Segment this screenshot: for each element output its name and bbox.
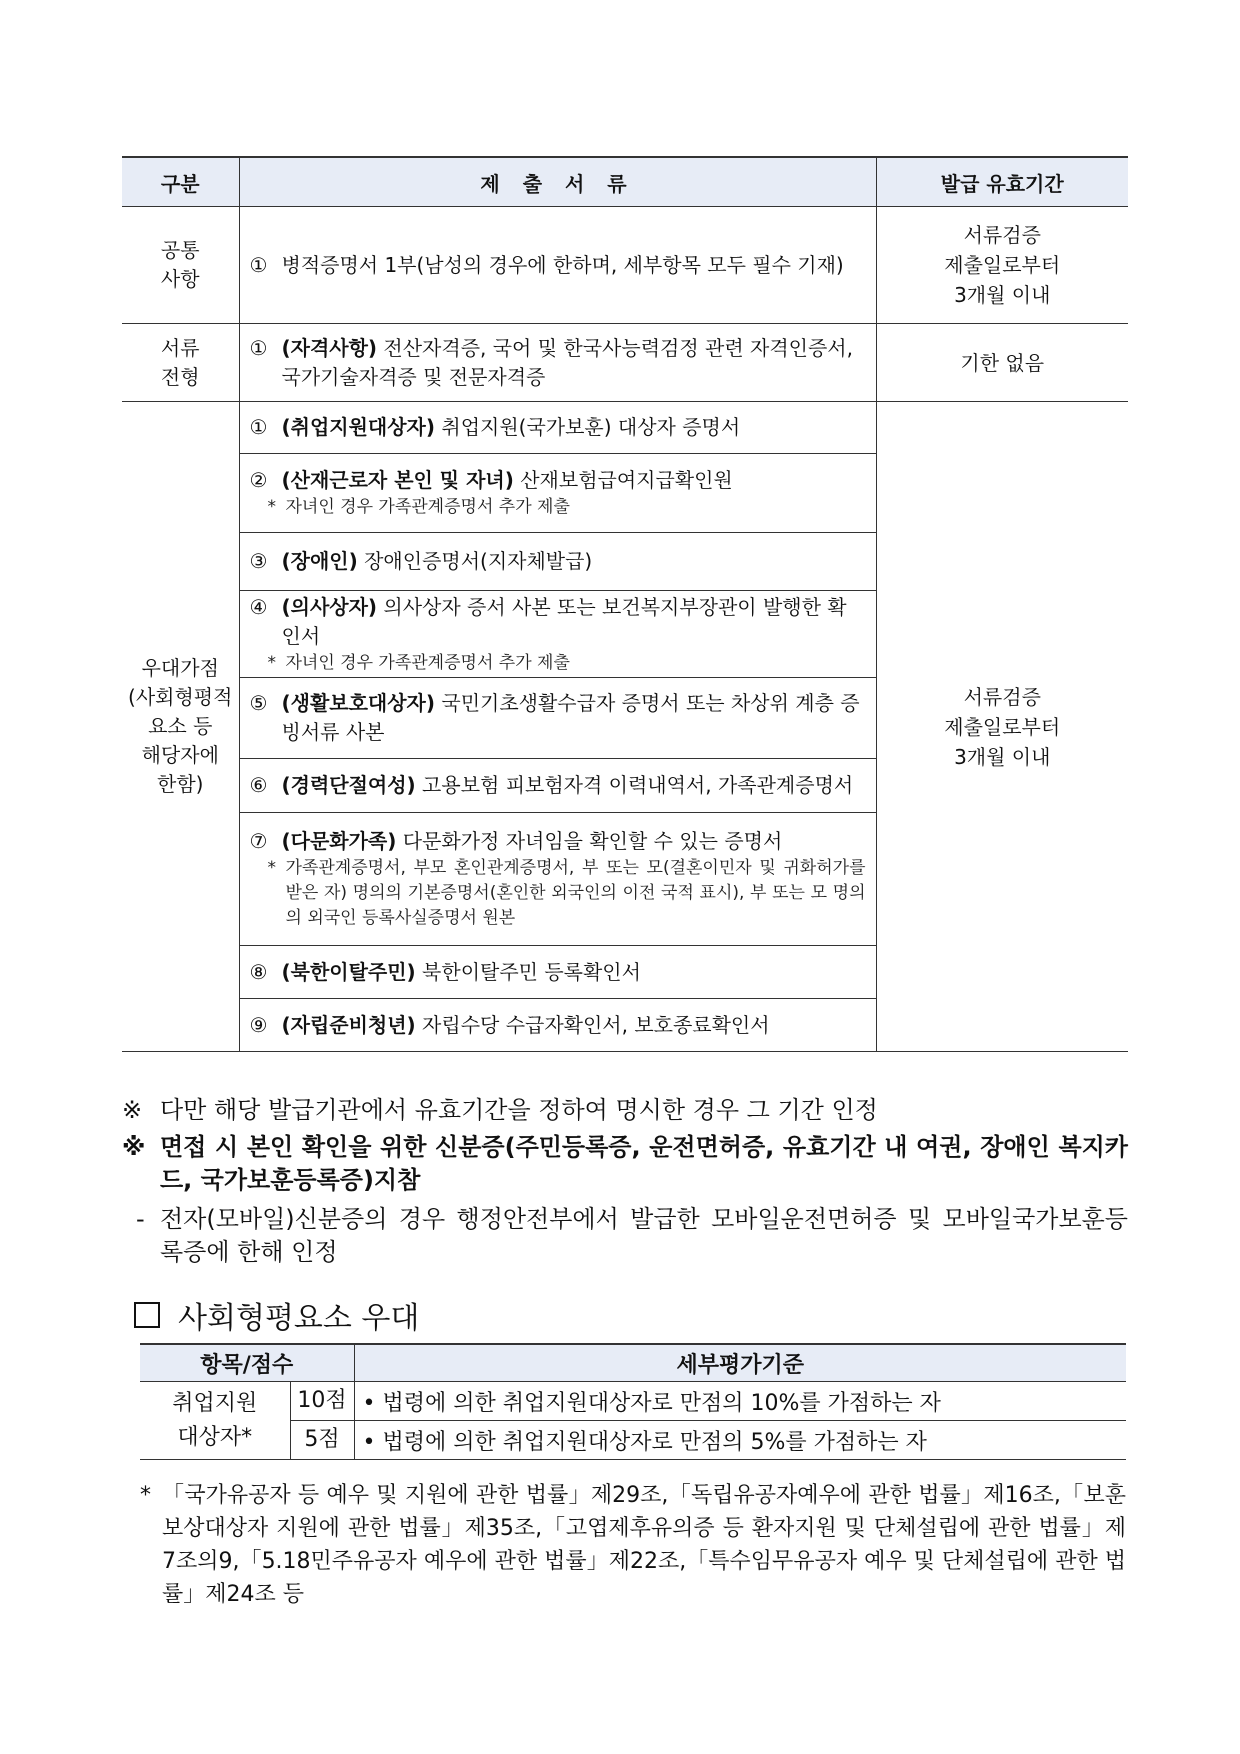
validity-screening (876, 324, 1128, 402)
square-bullet-icon (134, 1302, 160, 1328)
validity-screening-label: 기한 없음 (960, 350, 1045, 375)
category-common (122, 207, 239, 324)
reference-mark: ※ (122, 1133, 146, 1161)
item-bold-label: (산재근로자 본인 및 자녀) (281, 468, 514, 492)
note-mobile-id (122, 1203, 1128, 1269)
bonus-item-label: 취업지원 대상자* (172, 1390, 258, 1450)
bonus-score: 5점 (290, 1421, 354, 1460)
header-validity: 발급 유효기간 (876, 157, 1128, 207)
item-bold-label: (경력단절여성) (281, 773, 416, 797)
row-screening (122, 324, 1128, 402)
item-bold-label: (장애인) (281, 549, 358, 573)
header-category: 구분 (122, 157, 239, 207)
item-number: ⑥ (249, 773, 268, 797)
note-id-card (122, 1131, 1128, 1197)
item-number: ⑤ (249, 691, 268, 715)
documents-header-row (122, 157, 1128, 207)
item-text: 산재보험급여지급확인원 (513, 468, 733, 492)
doc-pref-1 (239, 402, 876, 454)
item-text: 자립수당 수급자확인서, 보호종료확인서 (415, 1012, 770, 1037)
bonus-criteria: • 법령에 의한 취업지원대상자로 만점의 5%를 가점하는 자 (354, 1421, 1126, 1460)
validity-common (876, 207, 1128, 324)
reference-mark: ※ (122, 1096, 143, 1124)
item-bold-label: (다문화가족) (281, 829, 397, 853)
category-screening (122, 324, 239, 402)
footnote-text: 「국가유공자 등 예우 및 지원에 관한 법률」제29조,「독립유공자예우에 관한 법률」제16조,「보훈보상대상자 지원에 관한 법률」제35조,「고엽제후유의증 등 환자지원 및 단체설립에 관한 법률」제7조의9,「5.18민주유공자 예우에 관한 법률」제22조,「특수임무유공자 예우 및 단체설립에 관한 법률」제24조 등 (162, 1483, 1126, 1607)
item-text: 병적증명서 1부(남성의 경우에 한하며, 세부항목 모두 필수 기재) (281, 252, 844, 277)
header-criteria: 세부평가기준 (354, 1344, 1126, 1382)
section-title: 사회형평요소 우대 (178, 1301, 420, 1336)
note-text: 면접 시 본인 확인을 위한 신분증(주민등록증, 운전면허증, 유효기간 내 여권, 장애인 복지카드, 국가보훈등록증)지참 (160, 1133, 1128, 1194)
item-text: 취업지원(국가보훈) 대상자 증명서 (435, 415, 741, 439)
notes-block (122, 1094, 1128, 1269)
item-number: ① (249, 415, 268, 439)
bonus-item-name (140, 1382, 290, 1460)
doc-pref-4 (239, 591, 876, 678)
legal-footnote (140, 1479, 1126, 1611)
doc-pref-8 (239, 946, 876, 999)
item-note: * 자녀인 경우 가족관계증명서 추가 제출 (250, 495, 866, 520)
item-number: ⑧ (249, 959, 268, 984)
item-number: ② (249, 468, 268, 492)
header-item-score: 항목/점수 (140, 1344, 354, 1382)
bonus-score: 10점 (290, 1382, 354, 1421)
item-text: 국민기초생활수급자 증명서 또는 차상위 계층 증빙서류 사본 (281, 691, 860, 744)
dash-mark: - (136, 1205, 145, 1233)
item-number: ① (249, 335, 268, 360)
doc-pref-2 (239, 454, 876, 533)
note-text: 전자(모바일)신분증의 경우 행정안전부에서 발급한 모바일운전면허증 및 모바일국가보훈등록증에 한해 인정 (160, 1205, 1128, 1266)
item-number: ① (249, 252, 268, 277)
footnote-mark: * (140, 1483, 151, 1508)
bonus-row-10 (140, 1382, 1126, 1421)
item-note: * 가족관계증명서, 부모 혼인관계증명서, 부 또는 모(결혼이민자 및 귀화허가를 받은 자) 명의의 기본증명서(혼인한 외국인의 이전 국적 표시), 부 또는 모 명의의 외국인 등록사실증명서 원본 (250, 856, 866, 931)
row-pref-1 (122, 402, 1128, 454)
category-preference-label: 우대가점 (사회형평적 요소 등 해당자에 한함) (128, 656, 233, 796)
item-bold-label: (생활보호대상자) (281, 691, 436, 715)
doc-screening (239, 324, 876, 402)
item-number: ④ (249, 594, 268, 619)
item-bold-label: (취업지원대상자) (281, 415, 436, 439)
item-bold-label: (북한이탈주민) (281, 959, 416, 984)
item-number: ⑦ (249, 829, 268, 853)
header-documents: 제 출 서 류 (239, 157, 876, 207)
item-text: 고용보험 피보험자격 이력내역서, 가족관계증명서 (415, 773, 854, 797)
category-screening-label: 서류 전형 (160, 335, 200, 389)
category-preference (122, 402, 239, 1052)
doc-common (239, 207, 876, 324)
doc-pref-7 (239, 813, 876, 946)
validity-preference (876, 402, 1128, 1052)
item-text: 다문화가정 자녀임을 확인할 수 있는 증명서 (396, 829, 783, 853)
doc-pref-6 (239, 759, 876, 813)
bonus-criteria: • 법령에 의한 취업지원대상자로 만점의 10%를 가점하는 자 (354, 1382, 1126, 1421)
item-note: * 자녀인 경우 가족관계증명서 추가 제출 (250, 651, 866, 676)
item-number: ⑨ (249, 1012, 268, 1037)
item-text: 북한이탈주민 등록확인서 (415, 959, 641, 984)
category-common-label: 공통 사항 (160, 238, 200, 291)
item-bold-label: (자격사항) (281, 335, 378, 360)
note-text: 다만 해당 발급기관에서 유효기간을 정하여 명시한 경우 그 기간 인정 (160, 1096, 878, 1124)
note-validity (122, 1094, 1128, 1127)
doc-pref-3 (239, 533, 876, 591)
item-text: 장애인증명서(지자체발급) (357, 549, 593, 573)
item-note-text: 자녀인 경우 가족관계증명서 추가 제출 (285, 497, 570, 517)
item-text: 의사상자 증서 사본 또는 보건복지부장관이 발행한 확인서 (281, 594, 847, 648)
item-text: 전산자격증, 국어 및 한국사능력검정 관련 자격인증서, 국가기술자격증 및 전문자격증 (281, 335, 853, 389)
item-note-text: 가족관계증명서, 부모 혼인관계증명서, 부 또는 모(결혼이민자 및 귀화허가를 받은 자) 명의의 기본증명서(혼인한 외국인의 이전 국적 표시), 부 또는 모 명의의 외국인 등록사실증명서 원본 (285, 858, 866, 928)
item-bold-label: (의사상자) (281, 594, 378, 619)
doc-pref-5 (239, 678, 876, 759)
documents-table (122, 156, 1128, 1052)
item-number: ③ (249, 549, 268, 573)
bonus-header-row (140, 1344, 1126, 1382)
section-heading (134, 1293, 419, 1337)
item-note-text: 자녀인 경우 가족관계증명서 추가 제출 (285, 652, 570, 673)
validity-common-label: 서류검증 제출일로부터 3개월 이내 (944, 223, 1061, 307)
bonus-table (140, 1343, 1126, 1460)
doc-pref-9 (239, 999, 876, 1052)
validity-preference-label: 서류검증 제출일로부터 3개월 이내 (944, 684, 1061, 769)
row-common (122, 207, 1128, 324)
item-bold-label: (자립준비청년) (281, 1012, 416, 1037)
